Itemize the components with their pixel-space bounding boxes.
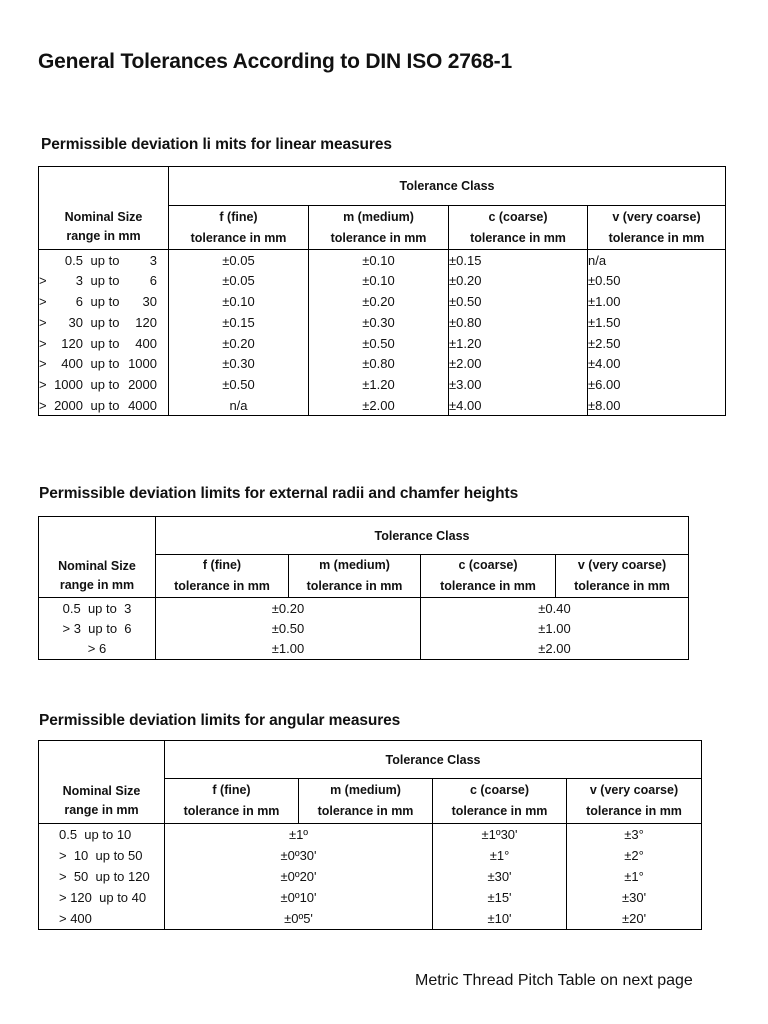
coarse-value: ±1° [433,845,567,866]
range-to: 3 [149,252,157,268]
nominal-size-cell [39,291,169,312]
medium-value: ±0.30 [309,312,449,333]
range-from: 30 [68,314,83,330]
range-to: 6 [149,273,157,289]
range-upto: up to [90,293,120,309]
very-coarse-value: n/a [588,250,726,271]
very-coarse-value: ±1.50 [588,312,726,333]
fine-value: ±0.50 [169,374,309,395]
range-upto: up to [90,356,120,372]
very-coarse-value: ±2° [567,845,702,866]
medium-value: ±0.10 [309,270,449,291]
fine-medium-value: ±0º10' [165,887,433,908]
very-coarse-value: ±6.00 [588,374,726,395]
very-coarse-value: ±30' [567,887,702,908]
table-row [39,824,702,845]
linear-section-title: Permissible deviation li mits for linear measures [41,136,392,153]
coarse-value: ±10' [433,908,567,929]
table-row [39,374,726,395]
table-row [39,845,702,866]
very-coarse-value: ±4.00 [588,353,726,374]
range-to: 400 [135,335,157,351]
table-row [39,866,702,887]
range-from: 6 [75,293,83,309]
radii-tolerance-table [38,516,689,660]
nominal-size-cell [39,374,169,395]
medium-value: ±0.20 [309,291,449,312]
column-header-very-coarse: v (very coarse) tolerance in mm [588,206,726,250]
fine-value: ±0.05 [169,270,309,291]
table-row [39,598,689,619]
coarse-value: ±4.00 [449,395,588,416]
nominal-size-cell: > 6 [39,639,156,660]
table-row [39,639,689,660]
coarse-value: ±2.00 [449,353,588,374]
fine-value: ±0.05 [169,250,309,271]
medium-value: ±2.00 [309,395,449,416]
coarse-value: ±1.20 [449,333,588,354]
column-header-medium: m (medium) tolerance in mm [309,206,449,250]
range-to: 4000 [128,397,157,413]
coarse-value: ±0.20 [449,270,588,291]
coarse-very-coarse-value: ±0.40 [421,598,689,619]
coarse-value: ±1º30' [433,824,567,845]
very-coarse-value: ±2.50 [588,333,726,354]
table-row [39,908,702,929]
fine-value: ±0.20 [169,333,309,354]
coarse-value: ±0.50 [449,291,588,312]
range-from: 0.5 [64,252,83,268]
medium-value: ±0.80 [309,353,449,374]
table-row [39,250,726,271]
fine-value: ±0.15 [169,312,309,333]
range-prefix: > [39,377,47,393]
very-coarse-value: ±0.50 [588,270,726,291]
angular-section-title: Permissible deviation limits for angular measures [39,712,401,729]
nominal-size-cell [39,353,169,374]
coarse-value: ±30' [433,866,567,887]
range-prefix: > [39,397,47,413]
range-upto: up to [90,397,120,413]
table-row [39,291,726,312]
nominal-size-cell [39,312,169,333]
column-header-coarse: c (coarse) tolerance in mm [421,555,556,598]
range-to: 120 [135,314,157,330]
range-upto: up to [90,273,120,289]
column-header-very-coarse: v (very coarse) tolerance in mm [556,555,689,598]
column-header-fine: f (fine) tolerance in mm [156,555,289,598]
nominal-size-cell: 0.5 up to 3 [39,598,156,619]
range-from: 400 [61,356,83,372]
tolerance-class-header: Tolerance Class [169,167,726,206]
fine-medium-value: ±0.50 [156,618,421,639]
range-upto: up to [90,377,120,393]
table-row [39,270,726,291]
column-header-fine: f (fine) tolerance in mm [165,779,299,824]
fine-medium-value: ±0º20' [165,866,433,887]
coarse-very-coarse-value: ±1.00 [421,618,689,639]
medium-value: ±0.10 [309,250,449,271]
coarse-very-coarse-value: ±2.00 [421,639,689,660]
fine-value: n/a [169,395,309,416]
column-header-medium: m (medium) tolerance in mm [299,779,433,824]
column-header-coarse: c (coarse) tolerance in mm [449,206,588,250]
linear-tolerance-table [38,166,726,416]
range-to: 2000 [128,377,157,393]
nominal-size-cell [39,333,169,354]
nominal-size-cell: > 10 up to 50 [39,845,165,866]
range-from: 2000 [54,397,83,413]
page-title: General Tolerances According to DIN ISO 2768-1 [38,50,512,73]
fine-medium-value: ±0º30' [165,845,433,866]
nominal-size-cell [39,250,169,271]
fine-value: ±0.30 [169,353,309,374]
nominal-size-header: Nominal Size range in mm [39,555,156,598]
coarse-value: ±3.00 [449,374,588,395]
range-prefix: > [39,314,47,330]
column-header-medium: m (medium) tolerance in mm [289,555,421,598]
fine-medium-value: ±1.00 [156,639,421,660]
very-coarse-value: ±20' [567,908,702,929]
very-coarse-value: ±1° [567,866,702,887]
table-row [39,395,726,416]
medium-value: ±1.20 [309,374,449,395]
nominal-size-cell: > 50 up to 120 [39,866,165,887]
range-upto: up to [90,252,120,268]
range-prefix: > [39,293,47,309]
table-row [39,353,726,374]
fine-medium-value: ±0.20 [156,598,421,619]
fine-medium-value: ±1º [165,824,433,845]
range-upto: up to [90,314,120,330]
medium-value: ±0.50 [309,333,449,354]
range-from: 120 [61,335,83,351]
very-coarse-value: ±3° [567,824,702,845]
nominal-size-cell: 0.5 up to 10 [39,824,165,845]
range-to: 1000 [128,356,157,372]
table-row [39,887,702,908]
table-row [39,618,689,639]
range-from: 3 [75,273,83,289]
nominal-size-cell: > 120 up to 40 [39,887,165,908]
range-prefix: > [39,273,47,289]
range-upto: up to [90,335,120,351]
nominal-size-cell: > 3 up to 6 [39,618,156,639]
fine-medium-value: ±0º5' [165,908,433,929]
table-row [39,312,726,333]
nominal-size-header: Nominal Size range in mm [39,779,165,824]
range-prefix: > [39,356,47,372]
very-coarse-value: ±8.00 [588,395,726,416]
coarse-value: ±15' [433,887,567,908]
fine-value: ±0.10 [169,291,309,312]
range-from: 1000 [54,377,83,393]
nominal-size-cell [39,270,169,291]
range-to: 30 [142,293,157,309]
radii-section-title: Permissible deviation limits for external radii and chamfer heights [39,485,519,502]
coarse-value: ±0.15 [449,250,588,271]
table-row [39,333,726,354]
nominal-size-cell: > 400 [39,908,165,929]
coarse-value: ±0.80 [449,312,588,333]
tolerance-class-header: Tolerance Class [156,517,689,555]
column-header-coarse: c (coarse) tolerance in mm [433,779,567,824]
footer-note: Metric Thread Pitch Table on next page [415,972,693,989]
very-coarse-value: ±1.00 [588,291,726,312]
nominal-size-header: Nominal Size range in mm [39,206,169,250]
column-header-fine: f (fine) tolerance in mm [169,206,309,250]
column-header-very-coarse: v (very coarse) tolerance in mm [567,779,702,824]
angular-tolerance-table [38,740,702,930]
range-prefix: > [39,335,47,351]
nominal-size-cell [39,395,169,416]
tolerance-class-header: Tolerance Class [165,741,702,779]
